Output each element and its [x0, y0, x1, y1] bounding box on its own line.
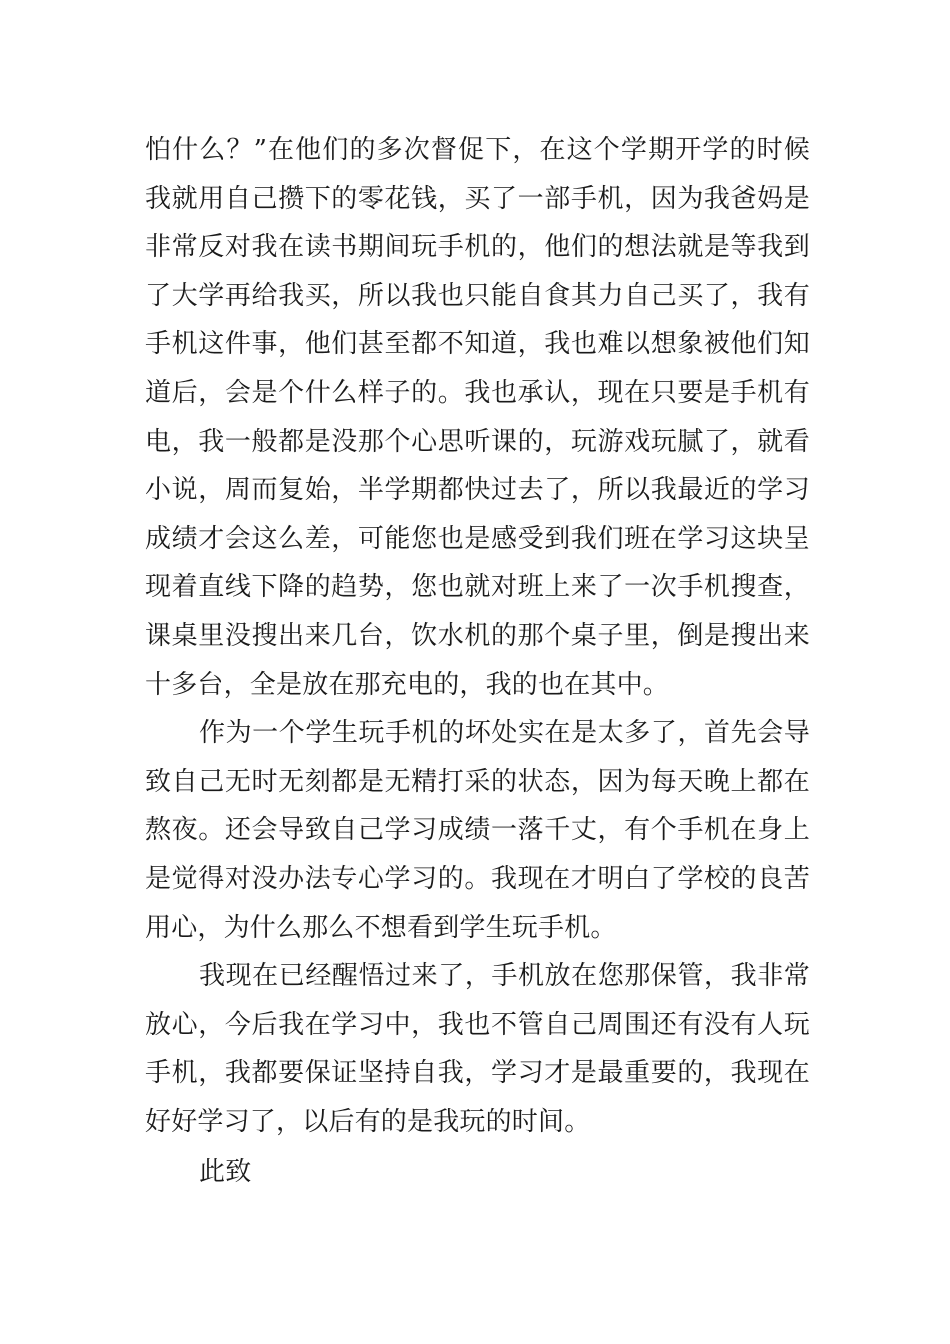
paragraph-2: 作为一个学生玩手机的坏处实在是太多了，首先会导致自己无时无刻都是无精打采的状态，因为每天晚上都在熬夜。还会导致自己学习成绩一落千丈，有个手机在身上是觉得对没办法专心学习的。我现在才明白了学校的良苦用心，为什么那么不想看到学生玩手机。 — [145, 718, 810, 943]
paragraph-1: 怕什么？”在他们的多次督促下，在这个学期开学的时候我就用自己攒下的零花钱，买了一部手机，因为我爸妈是非常反对我在读书期间玩手机的，他们的想法就是等我到了大学再给我买，所以我也只能自食其力自己买了，我有手机这件事，他们甚至都不知道，我也难以想象被他们知道后，会是个什么样子的。我也承认，现在只要是手机有电，我一般都是没那个心思听课的，玩游戏玩腻了，就看小说，周而复始，半学期都快过去了，所以我最近的学习成绩才会这么差，可能您也是感受到我们班在学习这块呈现着直线下降的趋势，您也就对班上来了一次手机搜查，课桌里没搜出来几台，饮水机的那个桌子里，倒是搜出来十多台，全是放在那充电的，我的也在其中。 — [145, 135, 810, 700]
closing-salutation: 此致 — [199, 1157, 252, 1188]
paragraph-3: 我现在已经醒悟过来了，手机放在您那保管，我非常放心，今后我在学习中，我也不管自己周围还有没有人玩手机，我都要保证坚持自我，学习才是最重要的，我现在好好学习了，以后有的是我玩的时间。 — [145, 961, 810, 1137]
letter-body — [145, 126, 810, 1197]
